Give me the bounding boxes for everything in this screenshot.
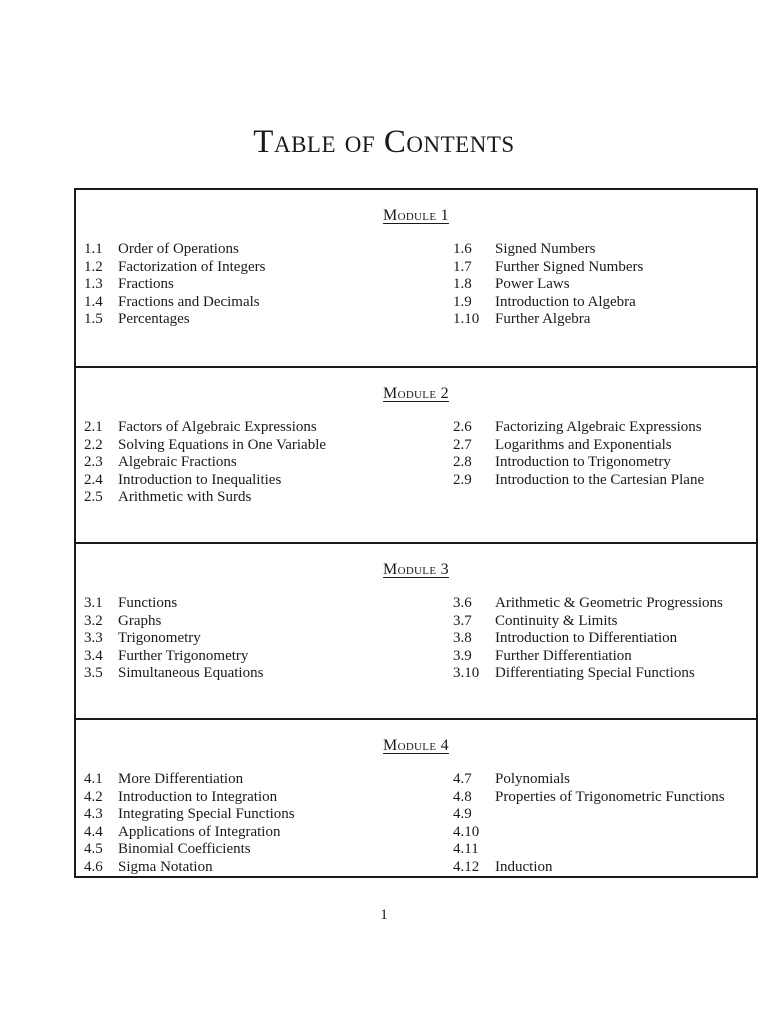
section-title: Properties of Trigonometric Functions xyxy=(495,788,725,805)
section-number: 4.9 xyxy=(453,806,472,823)
section-title: Arithmetic with Surds xyxy=(118,489,252,506)
section-number: 1.8 xyxy=(453,276,472,293)
page-title: Table of Contents xyxy=(253,124,515,160)
section-title: Signed Numbers xyxy=(495,241,596,257)
section-title: Algebraic Fractions xyxy=(118,454,237,471)
module-2-right-column xyxy=(453,419,753,489)
toc-entry xyxy=(84,806,444,824)
toc-entry xyxy=(84,454,444,472)
toc-entry xyxy=(84,630,444,648)
toc-entry xyxy=(453,824,753,842)
section-title: Solving Equations in One Variable xyxy=(118,436,327,453)
section-title: Functions xyxy=(118,595,178,611)
section-title: Differentiating Special Functions xyxy=(495,665,695,682)
section-title: Introduction to Algebra xyxy=(495,293,636,310)
page-number: 1 xyxy=(380,907,388,923)
toc-entry xyxy=(84,472,444,490)
toc-entry xyxy=(84,859,444,877)
section-number: 4.2 xyxy=(84,788,103,805)
section-number: 2.3 xyxy=(84,454,103,471)
section-title: Further Signed Numbers xyxy=(495,258,644,275)
module-3-left-column xyxy=(84,595,444,683)
section-title: Applications of Integration xyxy=(118,823,281,840)
module-1-left-column xyxy=(84,241,444,329)
section-number: 3.2 xyxy=(84,612,103,629)
section-title: Further Differentiation xyxy=(495,647,632,664)
toc-entry xyxy=(84,419,444,437)
module-title: Module 1 xyxy=(383,207,449,224)
section-title: Introduction to Differentiation xyxy=(495,630,678,647)
toc-entry xyxy=(453,419,753,437)
section-number: 4.7 xyxy=(453,771,472,787)
toc-entry xyxy=(84,437,444,455)
section-title: Binomial Coefficients xyxy=(118,841,251,858)
section-title: Factors of Algebraic Expressions xyxy=(118,419,317,435)
section-title: Fractions and Decimals xyxy=(118,293,260,310)
section-number: 2.8 xyxy=(453,454,472,471)
toc-entry xyxy=(453,454,753,472)
toc-entry xyxy=(453,806,753,824)
toc-entry xyxy=(84,595,444,613)
module-2-left-column xyxy=(84,419,444,507)
toc-entry xyxy=(453,595,753,613)
toc-entry xyxy=(84,841,444,859)
toc-entry xyxy=(453,665,753,683)
module-2-section xyxy=(76,366,756,542)
section-title: Order of Operations xyxy=(118,241,239,257)
section-title: Fractions xyxy=(118,276,174,293)
section-title: Sigma Notation xyxy=(118,858,213,875)
section-number: 1.2 xyxy=(84,258,103,275)
section-number: 1.6 xyxy=(453,241,472,257)
section-number: 3.5 xyxy=(84,665,103,682)
section-title: Introduction to Trigonometry xyxy=(495,454,671,471)
toc-entry xyxy=(84,241,444,259)
module-4-right-column xyxy=(453,771,753,877)
table-of-contents xyxy=(74,188,758,878)
toc-entry xyxy=(84,311,444,329)
toc-entry xyxy=(453,771,753,789)
section-number: 3.8 xyxy=(453,630,472,647)
toc-entry xyxy=(84,259,444,277)
toc-entry xyxy=(84,665,444,683)
toc-entry xyxy=(84,294,444,312)
section-number: 3.3 xyxy=(84,630,103,647)
section-number: 4.11 xyxy=(453,841,479,858)
section-number: 4.8 xyxy=(453,788,472,805)
section-number: 4.6 xyxy=(84,858,103,875)
section-title: Introduction to Integration xyxy=(118,788,278,805)
section-title: Logarithms and Exponentials xyxy=(495,436,672,453)
section-number: 1.7 xyxy=(453,258,472,275)
section-number: 3.10 xyxy=(453,665,480,682)
section-number: 1.4 xyxy=(84,293,103,310)
section-number: 4.12 xyxy=(453,858,480,875)
section-number: 2.2 xyxy=(84,436,103,453)
toc-entry xyxy=(453,276,753,294)
section-title: Arithmetic & Geometric Progressions xyxy=(495,595,723,611)
section-title: Introduction to Inequalities xyxy=(118,471,282,488)
section-title: Introduction to the Cartesian Plane xyxy=(495,471,705,488)
section-title: Factorizing Algebraic Expressions xyxy=(495,419,702,435)
section-number: 2.9 xyxy=(453,471,472,488)
section-number: 4.5 xyxy=(84,841,103,858)
section-number: 4.10 xyxy=(453,823,480,840)
section-number: 1.3 xyxy=(84,276,103,293)
section-title: Simultaneous Equations xyxy=(118,665,264,682)
section-number: 3.9 xyxy=(453,647,472,664)
section-number: 3.1 xyxy=(84,595,103,611)
section-title: Factorization of Integers xyxy=(118,258,266,275)
section-title: Further Algebra xyxy=(495,311,591,328)
section-title: Polynomials xyxy=(495,771,571,787)
toc-entry xyxy=(84,824,444,842)
section-number: 4.3 xyxy=(84,806,103,823)
toc-entry xyxy=(453,294,753,312)
toc-entry xyxy=(84,789,444,807)
toc-entry xyxy=(453,630,753,648)
section-title: More Differentiation xyxy=(118,771,244,787)
section-number: 2.1 xyxy=(84,419,103,435)
section-number: 2.4 xyxy=(84,471,103,488)
section-number: 4.1 xyxy=(84,771,103,787)
section-number: 3.6 xyxy=(453,595,472,611)
module-title: Module 4 xyxy=(383,737,449,754)
section-title: Further Trigonometry xyxy=(118,647,249,664)
toc-entry xyxy=(84,613,444,631)
module-title: Module 2 xyxy=(383,385,449,402)
module-1-section xyxy=(76,190,756,366)
section-number: 2.7 xyxy=(453,436,472,453)
module-4-left-column xyxy=(84,771,444,877)
toc-entry xyxy=(453,259,753,277)
section-title: Continuity & Limits xyxy=(495,612,618,629)
toc-entry xyxy=(453,241,753,259)
toc-entry xyxy=(453,311,753,329)
toc-entry xyxy=(453,859,753,877)
section-number: 1.9 xyxy=(453,293,472,310)
module-1-right-column xyxy=(453,241,753,329)
toc-entry xyxy=(84,648,444,666)
toc-entry xyxy=(453,648,753,666)
section-number: 3.7 xyxy=(453,612,472,629)
section-title: Integrating Special Functions xyxy=(118,806,295,823)
toc-entry xyxy=(453,789,753,807)
section-number: 1.5 xyxy=(84,311,103,328)
toc-entry xyxy=(453,841,753,859)
section-number: 2.6 xyxy=(453,419,472,435)
toc-entry xyxy=(84,771,444,789)
module-4-section xyxy=(76,718,756,876)
section-title: Trigonometry xyxy=(118,630,201,647)
toc-entry xyxy=(84,489,444,507)
module-title: Module 3 xyxy=(383,561,449,578)
section-title: Graphs xyxy=(118,612,162,629)
toc-entry xyxy=(84,276,444,294)
section-number: 1.10 xyxy=(453,311,480,328)
section-number: 3.4 xyxy=(84,647,103,664)
section-number: 4.4 xyxy=(84,823,103,840)
section-title: Induction xyxy=(495,858,553,875)
module-3-section xyxy=(76,542,756,718)
toc-entry xyxy=(453,437,753,455)
section-title: Power Laws xyxy=(495,276,570,293)
section-number: 1.1 xyxy=(84,241,103,257)
toc-entry xyxy=(453,472,753,490)
section-number: 2.5 xyxy=(84,489,103,506)
module-3-right-column xyxy=(453,595,753,683)
section-title: Percentages xyxy=(118,311,190,328)
toc-entry xyxy=(453,613,753,631)
